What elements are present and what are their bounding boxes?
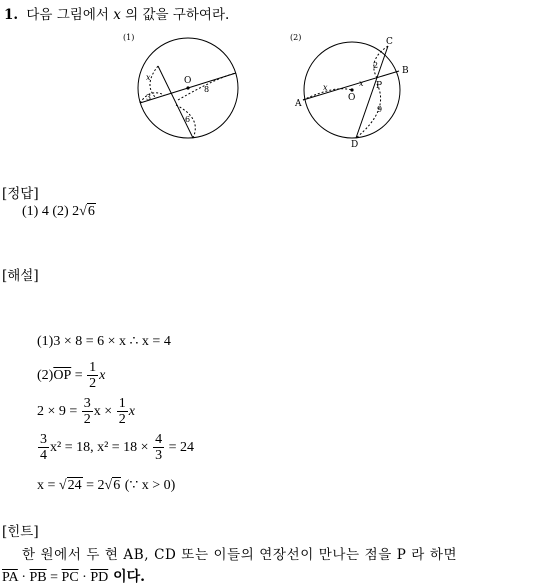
segment-pc: $\overline{PC}$: [61, 570, 79, 585]
explanation-line-4: [37, 432, 194, 464]
question-number: 1.: [4, 7, 19, 23]
line5-radicand-24: 24: [67, 478, 82, 493]
segment-pa: $\overline{PA}$: [2, 570, 18, 585]
line4-mid: x² = 18, x² = 18 ×: [50, 439, 153, 455]
line3-mid: x ×: [93, 403, 116, 419]
fig2-label-P: P: [376, 81, 383, 91]
fig2-seg-PB: 2: [373, 61, 379, 70]
line2-prefix: (2): [37, 367, 54, 383]
figure-1: [118, 30, 248, 150]
explanation-line-1: (1)3 × 8 = 6 × x ∴ x = 4: [37, 334, 171, 349]
fig2-label-B: B: [402, 66, 409, 76]
fig1-seg-x: x: [146, 73, 151, 82]
fig2-tag: (2): [290, 33, 302, 42]
line5-radicand-6: 6: [113, 478, 121, 493]
explanation-line-2: [37, 360, 105, 392]
fig1-center-dot: [186, 86, 189, 89]
fraction-half: $\frac{1}{2}$: [89, 360, 97, 392]
hint-line-2: [2, 566, 145, 586]
line5-mid: = 2√: [82, 478, 113, 493]
fig2-label-D: D: [351, 140, 359, 150]
hint-heading: [힌트]: [2, 524, 39, 540]
line4-end: = 24: [165, 439, 194, 455]
hint-dot-1: ·: [17, 570, 30, 585]
explanation-line-3: [37, 396, 135, 428]
fraction-3-2: $\frac{3}{2}$: [83, 396, 91, 428]
question-text: 다음 그림에서 𝑥 의 값을 구하여라.: [26, 7, 230, 23]
figure-2: [285, 30, 420, 150]
segment-pb: $\overline{PB}$: [29, 570, 47, 585]
answer-heading: [정답]: [2, 186, 39, 202]
fig1-seg-8: 8: [204, 85, 210, 94]
segment-pd: $\overline{PD}$: [90, 570, 109, 585]
explanation-line-5: [37, 477, 175, 494]
question-line: [4, 3, 229, 23]
fraction-3-4: $\frac{3}{4}$: [40, 432, 47, 464]
fig2-seg-PA: x: [323, 83, 328, 92]
answer-text: (1) 4 (2) 2: [22, 204, 80, 219]
hint-line-1: 한 원에서 두 현 AB, CD 또는 이들의 연장선이 만나는 점을 P 라 하면: [22, 547, 458, 563]
segment-op: $\overline{OP}$: [53, 367, 72, 383]
fig2-label-C: C: [386, 37, 393, 47]
fig1-center-label: O: [184, 76, 192, 86]
explanation-heading: [해설]: [2, 268, 39, 284]
fig2-seg-OP: x: [359, 79, 364, 88]
hint-eq: =: [46, 570, 62, 585]
sqrt-sign: √: [79, 204, 87, 219]
line2-eq: =: [71, 367, 87, 383]
hint-dot-2: ·: [78, 570, 91, 585]
fraction-4-3: $\frac{4}{3}$: [155, 432, 163, 464]
fig2-label-A: A: [295, 99, 302, 109]
fig2-chord-CD: [356, 46, 388, 138]
hint-end: 이다.: [108, 569, 146, 585]
answer-radicand: 6: [87, 204, 95, 219]
line2-x: x: [99, 367, 106, 383]
line5-prefix: x = √: [37, 478, 67, 493]
line3-x: x: [128, 403, 135, 419]
fig1-seg-6: 6: [185, 115, 191, 124]
fig2-label-O: O: [348, 93, 356, 103]
answer-line: [22, 204, 96, 220]
line5-end: (∵ x > 0): [121, 478, 176, 493]
fig2-seg-PD: 9: [377, 105, 383, 114]
line3-prefix: 2 × 9 =: [37, 403, 81, 419]
fraction-1-2: $\frac{1}{2}$: [118, 396, 126, 428]
fig1-tag: (1): [123, 33, 135, 42]
fig1-seg-3: 3: [146, 93, 152, 102]
